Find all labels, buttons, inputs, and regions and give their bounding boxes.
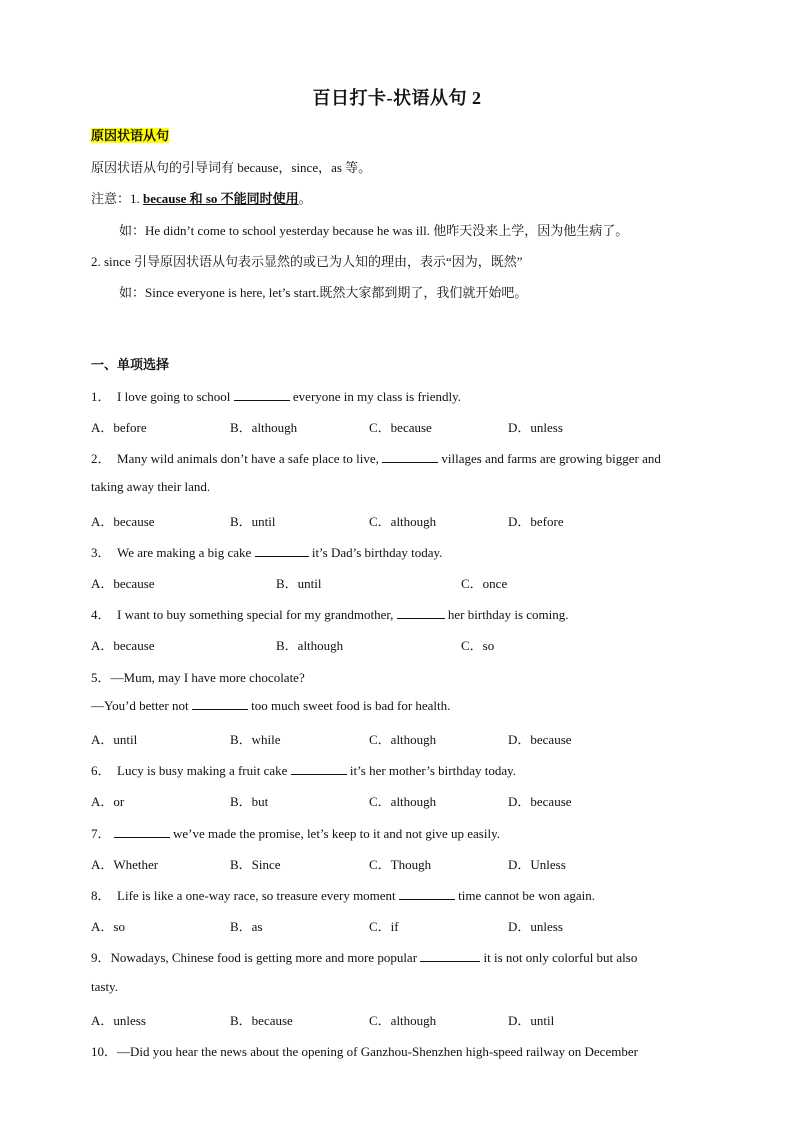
option-a: A．because — [91, 576, 155, 591]
question-text-after: everyone in my class is friendly. — [292, 389, 462, 404]
answer-blank — [114, 826, 170, 838]
intro-heading — [91, 125, 169, 144]
intro-heading-text: 原因状语从句 — [91, 128, 170, 143]
option-b: B．because — [230, 1013, 293, 1028]
answer-blank — [382, 451, 438, 463]
question-text: Many wild animals don’t have a safe place to live, — [117, 451, 379, 466]
question-text: —Mum, may I have more chocolate? — [110, 670, 305, 685]
option-b: B．although — [230, 420, 298, 435]
intro-line: 原因状语从句的引导词有 because，since，as 等。 — [91, 160, 372, 175]
option-b: B．although — [276, 638, 344, 653]
note-prefix: 注意：1. — [91, 191, 144, 206]
note-line — [91, 188, 312, 207]
option-d: D．because — [508, 794, 572, 809]
question-2-continued: taking away their land. — [91, 479, 211, 494]
question-text: —You’d better not — [91, 698, 189, 713]
example-1: 如：He didn’t come to school yesterday because he was ill. 他昨天没来上学，因为他生病了。 — [119, 223, 629, 238]
option-c: C．because — [369, 420, 432, 435]
question-number: 2． — [91, 451, 111, 466]
option-c: C．if — [369, 919, 399, 934]
option-a: A．because — [91, 638, 155, 653]
option-d: D．Unless — [508, 857, 566, 872]
answer-blank — [291, 763, 347, 775]
question-text: Life is like a one-way race, so treasure every moment — [117, 888, 396, 903]
question-text-after: too much sweet food is bad for health. — [251, 698, 451, 713]
rule-2: 2. since 引导原因状语从句表示显然的或已为人知的理由，表示“因为，既然” — [91, 254, 523, 269]
question-text-after: it is not only colorful but also — [483, 950, 638, 965]
option-c: C．although — [369, 514, 437, 529]
answer-blank — [255, 545, 309, 557]
question-1 — [91, 386, 461, 405]
option-c: C．although — [369, 794, 437, 809]
option-d: D．unless — [508, 919, 563, 934]
question-4 — [91, 604, 569, 623]
option-d: D．because — [508, 732, 572, 747]
option-a: A．Whether — [91, 857, 159, 872]
option-c: C．although — [369, 732, 437, 747]
option-b: B．while — [230, 732, 281, 747]
answer-blank — [397, 607, 445, 619]
question-10 — [91, 1041, 638, 1060]
question-text: I want to buy something special for my grandmother, — [117, 607, 394, 622]
option-d: D．before — [508, 514, 564, 529]
question-text-after: villages and farms are growing bigger and — [441, 451, 661, 466]
option-c: C．Though — [369, 857, 432, 872]
question-number: 5． — [91, 670, 111, 685]
question-text-after: we’ve made the promise, let’s keep to it and not give up easily. — [173, 826, 500, 841]
option-a: A．because — [91, 514, 155, 529]
question-5 — [91, 667, 305, 686]
option-b: B．until — [276, 576, 322, 591]
option-d: D．unless — [508, 420, 563, 435]
option-b: B．as — [230, 919, 263, 934]
option-b: B．until — [230, 514, 276, 529]
question-9-continued: tasty. — [91, 979, 118, 994]
answer-blank — [399, 888, 455, 900]
question-5-line-2 — [91, 698, 450, 714]
question-3 — [91, 542, 442, 561]
question-number: 1． — [91, 389, 111, 404]
question-number: 9． — [91, 950, 111, 965]
question-number: 3． — [91, 545, 111, 560]
answer-blank — [192, 698, 248, 710]
question-text: —Did you hear the news about the opening of Ganzhou-Shenzhen high-speed railway on December — [117, 1044, 638, 1059]
question-text-after: her birthday is coming. — [447, 607, 569, 622]
question-text: We are making a big cake — [117, 545, 252, 560]
question-number: 10． — [91, 1044, 118, 1059]
example-2: 如：Since everyone is here, let’s start.既然大家都到期了，我们就开始吧。 — [119, 285, 528, 300]
option-c: C．so — [461, 638, 495, 653]
question-8 — [91, 885, 595, 904]
note-end: 。 — [298, 191, 312, 206]
option-b: B．but — [230, 794, 269, 809]
option-a: A．before — [91, 420, 147, 435]
question-number: 8． — [91, 888, 111, 903]
question-2 — [91, 448, 661, 467]
option-d: D．until — [508, 1013, 555, 1028]
question-text: I love going to school — [117, 389, 231, 404]
question-9 — [91, 947, 637, 966]
question-text: Lucy is busy making a fruit cake — [117, 763, 288, 778]
answer-blank — [234, 389, 290, 401]
question-number: 4． — [91, 607, 111, 622]
option-c: C．although — [369, 1013, 437, 1028]
question-text-after: time cannot be won again. — [458, 888, 595, 903]
option-a: A．until — [91, 732, 138, 747]
option-a: A．unless — [91, 1013, 146, 1028]
question-6 — [91, 760, 516, 779]
section-title: 一、单项选择 — [91, 357, 170, 372]
option-b: B．Since — [230, 857, 281, 872]
question-number: 6． — [91, 763, 111, 778]
note-emphasis: because 和 so 不能同时使用 — [143, 191, 299, 206]
page-title: 百日打卡-状语从句 2 — [312, 88, 482, 108]
question-text-after: it’s her mother’s birthday today. — [349, 763, 517, 778]
question-7 — [91, 823, 500, 842]
option-c: C．once — [461, 576, 508, 591]
question-number: 7． — [91, 826, 111, 841]
question-text: Nowadays, Chinese food is getting more and more popular — [110, 950, 418, 965]
question-text-after: it’s Dad’s birthday today. — [311, 545, 443, 560]
option-a: A．so — [91, 919, 125, 934]
answer-blank — [420, 950, 480, 962]
option-a: A．or — [91, 794, 125, 809]
